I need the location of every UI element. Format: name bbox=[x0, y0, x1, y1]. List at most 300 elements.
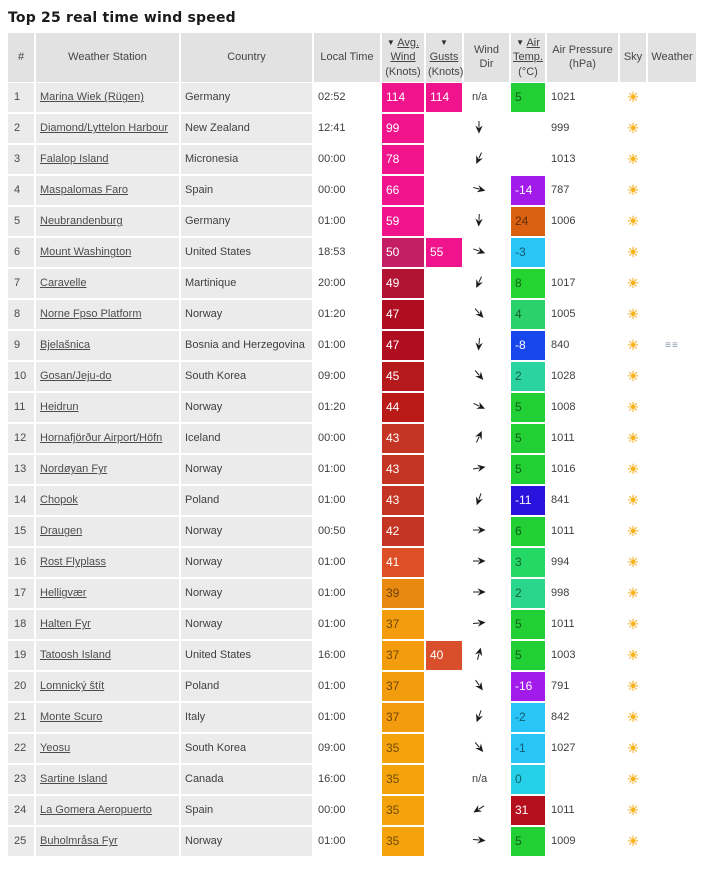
rank-cell: 21 bbox=[8, 703, 36, 734]
gusts-cell bbox=[426, 796, 464, 827]
wind-direction-arrow bbox=[472, 213, 487, 228]
wind-dir-cell bbox=[464, 796, 511, 827]
weather-cell bbox=[648, 114, 698, 145]
sort-air-temp-link[interactable]: Air Temp. bbox=[513, 37, 543, 64]
wind-direction-arrow bbox=[470, 149, 489, 168]
air-temp-cell: -2 bbox=[511, 703, 547, 734]
station-link[interactable]: Tatoosh Island bbox=[40, 649, 111, 662]
table-row bbox=[8, 331, 698, 362]
country-cell: Iceland bbox=[181, 424, 314, 455]
sky-cell bbox=[620, 362, 648, 393]
weather-cell bbox=[648, 362, 698, 393]
weather-cell bbox=[648, 672, 698, 703]
table-row bbox=[8, 83, 698, 114]
sun-icon: ☀ bbox=[626, 615, 640, 632]
sun-icon: ☀ bbox=[626, 770, 640, 787]
rank-cell: 12 bbox=[8, 424, 36, 455]
local-time-cell: 00:50 bbox=[314, 517, 382, 548]
rank-cell: 13 bbox=[8, 455, 36, 486]
sun-icon: ☀ bbox=[626, 832, 640, 849]
sun-icon: ☀ bbox=[626, 305, 640, 322]
rank-cell: 16 bbox=[8, 548, 36, 579]
weather-cell bbox=[648, 486, 698, 517]
weather-cell bbox=[648, 300, 698, 331]
station-link[interactable]: Rost Flyplass bbox=[40, 556, 107, 569]
country-cell: Norway bbox=[181, 579, 314, 610]
gusts-cell bbox=[426, 548, 464, 579]
local-time-cell: 20:00 bbox=[314, 269, 382, 300]
air-pressure-cell: 1028 bbox=[547, 362, 620, 393]
sky-cell bbox=[620, 455, 648, 486]
sky-cell bbox=[620, 827, 648, 858]
wind-direction-arrow bbox=[470, 428, 489, 447]
station-cell bbox=[36, 672, 181, 703]
station-cell bbox=[36, 424, 181, 455]
country-cell: Norway bbox=[181, 393, 314, 424]
table-row bbox=[8, 300, 698, 331]
table-row bbox=[8, 610, 698, 641]
wind-dir-cell bbox=[464, 703, 511, 734]
gusts-cell: 114 bbox=[426, 83, 464, 114]
gusts-cell bbox=[426, 734, 464, 765]
wind-direction-arrow bbox=[471, 460, 487, 476]
air-temp-cell: 5 bbox=[511, 393, 547, 424]
gusts-cell bbox=[426, 672, 464, 703]
local-time-cell: 01:00 bbox=[314, 672, 382, 703]
station-cell bbox=[36, 734, 181, 765]
avg-wind-cell: 39 bbox=[382, 579, 426, 610]
avg-wind-cell: 114 bbox=[382, 83, 426, 114]
local-time-cell: 02:52 bbox=[314, 83, 382, 114]
sky-cell bbox=[620, 579, 648, 610]
station-cell bbox=[36, 145, 181, 176]
air-pressure-cell: 840 bbox=[547, 331, 620, 362]
wind-dir-cell bbox=[464, 145, 511, 176]
air-temp-cell: 8 bbox=[511, 269, 547, 300]
wind-dir-cell bbox=[464, 517, 511, 548]
station-cell bbox=[36, 641, 181, 672]
gusts-cell bbox=[426, 300, 464, 331]
table-row bbox=[8, 269, 698, 300]
table-row bbox=[8, 548, 698, 579]
air-temp-cell: 4 bbox=[511, 300, 547, 331]
wind-direction-arrow bbox=[471, 832, 486, 847]
country-cell: Canada bbox=[181, 765, 314, 796]
air-temp-cell: -16 bbox=[511, 672, 547, 703]
station-cell bbox=[36, 238, 181, 269]
station-link[interactable]: Yeosu bbox=[40, 742, 71, 755]
table-row bbox=[8, 641, 698, 672]
weather-cell bbox=[648, 703, 698, 734]
wind-dir-cell bbox=[464, 238, 511, 269]
avg-wind-cell: 37 bbox=[382, 610, 426, 641]
wind-dir-cell bbox=[464, 269, 511, 300]
local-time-cell: 00:00 bbox=[314, 176, 382, 207]
sun-icon: ☀ bbox=[626, 739, 640, 756]
gusts-cell bbox=[426, 176, 464, 207]
station-link[interactable]: Falalop Island bbox=[40, 153, 109, 166]
rank-cell: 22 bbox=[8, 734, 36, 765]
avg-wind-cell: 99 bbox=[382, 114, 426, 145]
wind-direction-arrow bbox=[470, 242, 488, 260]
weather-cell bbox=[648, 83, 698, 114]
air-temp-cell: 5 bbox=[511, 424, 547, 455]
local-time-cell: 01:00 bbox=[314, 548, 382, 579]
local-time-cell: 01:20 bbox=[314, 300, 382, 331]
weather-cell bbox=[648, 269, 698, 300]
gusts-cell bbox=[426, 114, 464, 145]
country-cell: Norway bbox=[181, 548, 314, 579]
sun-icon: ☀ bbox=[626, 491, 640, 508]
fog-icon: ≡≡ bbox=[665, 340, 679, 352]
header-sky: Sky bbox=[620, 33, 648, 83]
country-cell: United States bbox=[181, 238, 314, 269]
header-gusts bbox=[426, 33, 464, 83]
header-weather-station: Weather Station bbox=[36, 33, 181, 83]
sort-gusts-link[interactable]: Gusts bbox=[429, 51, 459, 64]
sky-cell bbox=[620, 207, 648, 238]
weather-cell bbox=[648, 238, 698, 269]
station-cell bbox=[36, 579, 181, 610]
wind-dir-cell bbox=[464, 362, 511, 393]
avg-wind-cell: 37 bbox=[382, 672, 426, 703]
avg-wind-cell: 47 bbox=[382, 331, 426, 362]
rank-cell: 8 bbox=[8, 300, 36, 331]
avg-wind-cell: 43 bbox=[382, 486, 426, 517]
station-link[interactable]: Neubrandenburg bbox=[40, 215, 123, 228]
table-row bbox=[8, 734, 698, 765]
station-cell bbox=[36, 610, 181, 641]
station-link[interactable]: Chopok bbox=[40, 494, 78, 507]
wind-dir-cell bbox=[464, 300, 511, 331]
wind-dir-cell bbox=[464, 641, 511, 672]
rank-cell: 2 bbox=[8, 114, 36, 145]
sun-icon: ☀ bbox=[626, 212, 640, 229]
rank-cell: 5 bbox=[8, 207, 36, 238]
table-row bbox=[8, 486, 698, 517]
station-link[interactable]: Hornafjörður Airport/Höfn bbox=[40, 432, 163, 445]
weather-cell bbox=[648, 796, 698, 827]
weather-cell bbox=[648, 548, 698, 579]
sort-descending-icon: ▼ bbox=[386, 38, 395, 47]
station-link[interactable]: Draugen bbox=[40, 525, 83, 538]
table-row bbox=[8, 176, 698, 207]
country-cell: Norway bbox=[181, 517, 314, 548]
rank-cell: 19 bbox=[8, 641, 36, 672]
avg-wind-cell: 44 bbox=[382, 393, 426, 424]
avg-wind-cell: 42 bbox=[382, 517, 426, 548]
air-temp-cell: 24 bbox=[511, 207, 547, 238]
wind-direction-arrow bbox=[469, 675, 488, 694]
station-link[interactable]: Helligvær bbox=[40, 587, 87, 600]
station-link[interactable]: Lomnický štít bbox=[40, 680, 105, 693]
country-cell: Norway bbox=[181, 300, 314, 331]
rank-cell: 14 bbox=[8, 486, 36, 517]
table-row bbox=[8, 114, 698, 145]
station-link[interactable]: Marina Wiek (Rügen) bbox=[40, 91, 144, 104]
air-temp-cell bbox=[511, 114, 547, 145]
gusts-cell bbox=[426, 486, 464, 517]
table-row bbox=[8, 393, 698, 424]
weather-cell bbox=[648, 734, 698, 765]
header-weather: Weather bbox=[648, 33, 698, 83]
rank-cell: 17 bbox=[8, 579, 36, 610]
air-pressure-cell: 999 bbox=[547, 114, 620, 145]
rank-cell: 7 bbox=[8, 269, 36, 300]
wind-direction-arrow bbox=[470, 180, 487, 197]
local-time-cell: 00:00 bbox=[314, 796, 382, 827]
wind-direction-arrow bbox=[470, 273, 489, 292]
table-row bbox=[8, 455, 698, 486]
local-time-cell: 09:00 bbox=[314, 734, 382, 765]
header-local-time: Local Time bbox=[314, 33, 382, 83]
wind-dir-cell bbox=[464, 486, 511, 517]
station-cell bbox=[36, 703, 181, 734]
sun-icon: ☀ bbox=[626, 677, 640, 694]
gusts-cell bbox=[426, 207, 464, 238]
station-cell bbox=[36, 796, 181, 827]
station-link[interactable]: Bjelašnica bbox=[40, 339, 91, 352]
air-pressure-cell: 1008 bbox=[547, 393, 620, 424]
avg-wind-cell: 35 bbox=[382, 765, 426, 796]
avg-wind-cell: 43 bbox=[382, 455, 426, 486]
weather-cell bbox=[648, 579, 698, 610]
station-link[interactable]: Maspalomas Faro bbox=[40, 184, 129, 197]
station-cell bbox=[36, 393, 181, 424]
header-country: Country bbox=[181, 33, 314, 83]
weather-cell bbox=[648, 610, 698, 641]
air-pressure-cell: 1009 bbox=[547, 827, 620, 858]
station-link[interactable]: Nordøyan Fyr bbox=[40, 463, 108, 476]
wind-dir-cell bbox=[464, 672, 511, 703]
avg-wind-cell: 50 bbox=[382, 238, 426, 269]
air-temp-cell: 3 bbox=[511, 548, 547, 579]
gusts-cell bbox=[426, 331, 464, 362]
station-link[interactable]: Monte Scuro bbox=[40, 711, 103, 724]
air-temp-cell: 5 bbox=[511, 455, 547, 486]
avg-wind-cell: 49 bbox=[382, 269, 426, 300]
avg-wind-cell: 37 bbox=[382, 641, 426, 672]
sun-icon: ☀ bbox=[626, 708, 640, 725]
table-row bbox=[8, 517, 698, 548]
wind-direction-arrow bbox=[471, 615, 486, 630]
air-temp-cell: -14 bbox=[511, 176, 547, 207]
station-link[interactable]: Halten Fyr bbox=[40, 618, 91, 631]
sky-cell bbox=[620, 300, 648, 331]
local-time-cell: 18:53 bbox=[314, 238, 382, 269]
header-air-temp bbox=[511, 33, 547, 83]
sky-cell bbox=[620, 796, 648, 827]
air-temp-cell: 5 bbox=[511, 641, 547, 672]
air-pressure-cell: 1017 bbox=[547, 269, 620, 300]
air-pressure-cell: 1013 bbox=[547, 145, 620, 176]
table-row bbox=[8, 827, 698, 858]
rank-cell: 6 bbox=[8, 238, 36, 269]
gusts-cell bbox=[426, 765, 464, 796]
sun-icon: ☀ bbox=[626, 584, 640, 601]
country-cell: United States bbox=[181, 641, 314, 672]
air-pressure-cell: 998 bbox=[547, 579, 620, 610]
gusts-cell bbox=[426, 610, 464, 641]
sky-cell bbox=[620, 548, 648, 579]
local-time-cell: 01:00 bbox=[314, 579, 382, 610]
gusts-unit: (Knots) bbox=[428, 65, 464, 78]
sun-icon: ☀ bbox=[626, 398, 640, 415]
gusts-cell bbox=[426, 517, 464, 548]
wind-dir-cell bbox=[464, 734, 511, 765]
station-link[interactable]: Heidrun bbox=[40, 401, 79, 414]
station-link[interactable]: Caravelle bbox=[40, 277, 87, 290]
sun-icon: ☀ bbox=[626, 553, 640, 570]
gusts-cell: 40 bbox=[426, 641, 464, 672]
local-time-cell: 00:00 bbox=[314, 424, 382, 455]
rank-cell: 4 bbox=[8, 176, 36, 207]
air-temp-cell: -11 bbox=[511, 486, 547, 517]
avg-wind-cell: 78 bbox=[382, 145, 426, 176]
station-cell bbox=[36, 176, 181, 207]
country-cell: Poland bbox=[181, 672, 314, 703]
avg-wind-cell: 66 bbox=[382, 176, 426, 207]
country-cell: Bosnia and Herzegovina bbox=[181, 331, 314, 362]
air-pressure-cell: 1011 bbox=[547, 424, 620, 455]
sky-cell bbox=[620, 238, 648, 269]
wind-direction-arrow bbox=[469, 737, 489, 757]
gusts-cell bbox=[426, 269, 464, 300]
header-air-pressure: Air Pressure (hPa) bbox=[547, 33, 620, 83]
wind-direction-arrow bbox=[472, 523, 486, 537]
local-time-cell: 01:00 bbox=[314, 331, 382, 362]
sort-descending-icon: ▼ bbox=[440, 38, 448, 47]
weather-cell bbox=[648, 455, 698, 486]
station-cell bbox=[36, 517, 181, 548]
sun-icon: ☀ bbox=[626, 181, 640, 198]
station-link[interactable]: La Gomera Aeropuerto bbox=[40, 804, 152, 817]
weather-cell bbox=[648, 145, 698, 176]
table-row bbox=[8, 765, 698, 796]
country-cell: Poland bbox=[181, 486, 314, 517]
air-temp-cell: -3 bbox=[511, 238, 547, 269]
wind-direction-arrow bbox=[470, 707, 488, 725]
air-pressure-cell bbox=[547, 765, 620, 796]
wind-direction-arrow bbox=[472, 554, 486, 568]
station-cell bbox=[36, 83, 181, 114]
station-link[interactable]: Norne Fpso Platform bbox=[40, 308, 142, 321]
table-row bbox=[8, 796, 698, 827]
sky-cell bbox=[620, 393, 648, 424]
local-time-cell: 01:00 bbox=[314, 827, 382, 858]
table-row bbox=[8, 362, 698, 393]
air-temp-cell: 0 bbox=[511, 765, 547, 796]
station-link[interactable]: Diamond/Lyttelon Harbour bbox=[40, 122, 168, 135]
country-cell: Micronesia bbox=[181, 145, 314, 176]
wind-direction-arrow bbox=[470, 397, 489, 416]
sun-icon: ☀ bbox=[626, 119, 640, 136]
page-title: Top 25 real time wind speed bbox=[8, 10, 236, 26]
local-time-cell: 16:00 bbox=[314, 765, 382, 796]
station-cell bbox=[36, 827, 181, 858]
table-row bbox=[8, 238, 698, 269]
local-time-cell: 16:00 bbox=[314, 641, 382, 672]
weather-cell bbox=[648, 517, 698, 548]
sky-cell bbox=[620, 703, 648, 734]
table-row bbox=[8, 145, 698, 176]
station-cell bbox=[36, 300, 181, 331]
wind-speed-table bbox=[8, 33, 698, 858]
wind-dir-cell: n/a bbox=[464, 765, 511, 796]
avg-wind-cell: 45 bbox=[382, 362, 426, 393]
air-temp-cell: 5 bbox=[511, 610, 547, 641]
rank-cell: 11 bbox=[8, 393, 36, 424]
station-cell bbox=[36, 362, 181, 393]
wind-direction-arrow bbox=[472, 120, 486, 134]
country-cell: New Zealand bbox=[181, 114, 314, 145]
sky-cell bbox=[620, 114, 648, 145]
air-temp-cell: -8 bbox=[511, 331, 547, 362]
wind-dir-cell bbox=[464, 455, 511, 486]
wind-dir-cell bbox=[464, 176, 511, 207]
avg-wind-cell: 35 bbox=[382, 734, 426, 765]
wind-dir-cell bbox=[464, 548, 511, 579]
avg-wind-cell: 43 bbox=[382, 424, 426, 455]
wind-dir-cell bbox=[464, 579, 511, 610]
sort-avg-wind-link[interactable]: Avg. Wind bbox=[390, 37, 420, 64]
air-temp-cell: 2 bbox=[511, 362, 547, 393]
rank-cell: 9 bbox=[8, 331, 36, 362]
air-pressure-cell: 1021 bbox=[547, 83, 620, 114]
sun-icon: ☀ bbox=[626, 460, 640, 477]
avg-wind-cell: 37 bbox=[382, 703, 426, 734]
air-temp-cell: 31 bbox=[511, 796, 547, 827]
country-cell: South Korea bbox=[181, 362, 314, 393]
air-temp-cell: 5 bbox=[511, 83, 547, 114]
rank-cell: 20 bbox=[8, 672, 36, 703]
air-pressure-cell: 1016 bbox=[547, 455, 620, 486]
sky-cell bbox=[620, 610, 648, 641]
station-link[interactable]: Mount Washington bbox=[40, 246, 132, 259]
sky-cell bbox=[620, 269, 648, 300]
sky-cell bbox=[620, 765, 648, 796]
sky-cell bbox=[620, 176, 648, 207]
sky-cell bbox=[620, 641, 648, 672]
wind-dir-cell bbox=[464, 331, 511, 362]
country-cell: Spain bbox=[181, 796, 314, 827]
station-link[interactable]: Sartine Island bbox=[40, 773, 108, 786]
sun-icon: ☀ bbox=[626, 646, 640, 663]
sun-icon: ☀ bbox=[626, 88, 640, 105]
local-time-cell: 01:00 bbox=[314, 486, 382, 517]
country-cell: Martinique bbox=[181, 269, 314, 300]
table-row bbox=[8, 672, 698, 703]
country-cell: Norway bbox=[181, 827, 314, 858]
header-avg-wind bbox=[382, 33, 426, 83]
local-time-cell: 01:20 bbox=[314, 393, 382, 424]
avg-wind-cell: 59 bbox=[382, 207, 426, 238]
country-cell: Norway bbox=[181, 610, 314, 641]
weather-cell bbox=[648, 331, 698, 362]
wind-dir-cell bbox=[464, 827, 511, 858]
air-temp-cell: 2 bbox=[511, 579, 547, 610]
sun-icon: ☀ bbox=[626, 801, 640, 818]
gusts-cell bbox=[426, 393, 464, 424]
rank-cell: 10 bbox=[8, 362, 36, 393]
station-link[interactable]: Buholmråsa Fyr bbox=[40, 835, 118, 848]
weather-cell bbox=[648, 765, 698, 796]
station-link[interactable]: Gosan/Jeju-do bbox=[40, 370, 112, 383]
local-time-cell: 12:41 bbox=[314, 114, 382, 145]
air-temp-cell: 6 bbox=[511, 517, 547, 548]
country-cell: Norway bbox=[181, 455, 314, 486]
sky-cell bbox=[620, 672, 648, 703]
